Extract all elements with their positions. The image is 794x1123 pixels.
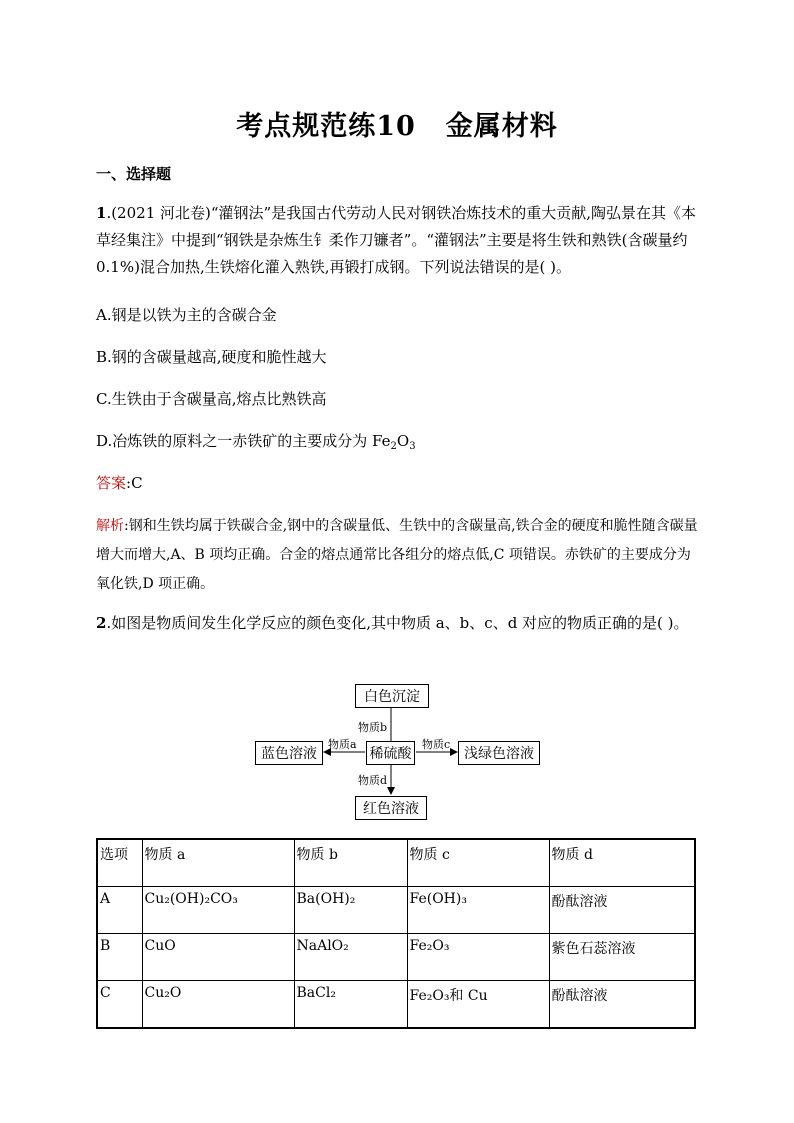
explanation xyxy=(96,512,702,599)
label-b: 物质b xyxy=(358,721,388,734)
answer-value: :C xyxy=(126,474,143,492)
table-header-row xyxy=(97,839,695,887)
table-cell: Fe₂O₃和 Cu xyxy=(407,981,549,1029)
table-cell: Cu₂(OH)₂CO₃ xyxy=(142,887,294,934)
box-left: 蓝色溶液 xyxy=(255,741,323,765)
header-cell: 物质 a xyxy=(142,839,294,887)
title-left: 考点规范练10 xyxy=(236,111,416,142)
explanation-text: :钢和生铁均属于铁碳合金,钢中的含碳量低、生铁中的含碳量高,铁合金的硬度和脆性随含碳量增大而增大,A、B 项均正确。合金的熔点通常比各组分的熔点低,C 项错误。赤铁矿的主要成分为氧化铁,D 项正确。 xyxy=(96,518,698,592)
question-text: .如图是物质间发生化学反应的颜色变化,其中物质 a、b、c、d 对应的物质正确的是( )。 xyxy=(106,614,689,632)
table-row xyxy=(97,887,695,934)
question-number: 1 xyxy=(96,204,107,222)
table-cell: A xyxy=(97,887,142,934)
box-top: 白色沉淀 xyxy=(355,684,429,708)
table-cell: Fe(OH)₃ xyxy=(407,887,549,934)
label-a: 物质a xyxy=(328,738,357,751)
table-row xyxy=(97,934,695,981)
table-cell: B xyxy=(97,934,142,981)
table-cell: 紫色石蕊溶液 xyxy=(549,934,695,981)
option-d-sub1: 2 xyxy=(390,441,397,452)
header-cell: 物质 c xyxy=(407,839,549,887)
table-cell: CuO xyxy=(142,934,294,981)
box-center: 稀硫酸 xyxy=(366,741,415,765)
option-b: B.钢的含碳量越高,硬度和脆性越大 xyxy=(96,348,327,366)
title-right: 金属材料 xyxy=(445,111,558,142)
option-d xyxy=(96,430,416,451)
table-cell: NaAlO₂ xyxy=(294,934,407,981)
explanation-label: 解析 xyxy=(96,518,124,534)
box-right: 浅绿色溶液 xyxy=(458,741,540,765)
label-c: 物质c xyxy=(422,738,451,751)
option-d-sub2: 3 xyxy=(409,441,416,452)
box-bottom: 红色溶液 xyxy=(355,796,427,820)
option-d-text: D.冶炼铁的原料之一赤铁矿的主要成分为 Fe xyxy=(96,432,391,450)
table-cell: C xyxy=(97,981,142,1029)
table-cell: 酚酞溶液 xyxy=(549,981,695,1029)
label-d: 物质d xyxy=(358,774,388,787)
table-cell: Ba(OH)₂ xyxy=(294,887,407,934)
options-table xyxy=(96,838,696,1029)
table-cell: BaCl₂ xyxy=(294,981,407,1029)
question-text: .(2021 河北卷)“灌钢法”是我国古代劳动人民对钢铁冶炼技术的重大贡献,陶弘景在其《本草经集注》中提到“钢铁是杂炼生钅柔作刀镰者”。“灌钢法”主要是将生铁和熟铁(含碳量约 0.1%)混合加热,生铁熔化灌入熟铁,再锻打成钢。下列说法错误的是( )。 xyxy=(96,204,696,276)
answer-label: 答案 xyxy=(96,474,127,492)
question-1 xyxy=(96,200,706,281)
option-c: C.生铁由于含碳量高,熔点比熟铁高 xyxy=(96,390,327,408)
answer xyxy=(96,472,143,493)
section-heading: 一、选择题 xyxy=(96,165,172,183)
question-2 xyxy=(96,610,706,637)
table-cell: Cu₂O xyxy=(142,981,294,1029)
page-title xyxy=(0,104,794,143)
question-number: 2 xyxy=(96,614,107,632)
option-d-mid: O xyxy=(396,432,410,450)
header-cell: 物质 d xyxy=(549,839,695,887)
table-cell: Fe₂O₃ xyxy=(407,934,549,981)
header-cell: 选项 xyxy=(97,839,142,887)
table-cell: 酚酞溶液 xyxy=(549,887,695,934)
header-cell: 物质 b xyxy=(294,839,407,887)
option-a: A.钢是以铁为主的含碳合金 xyxy=(96,306,277,324)
table-row xyxy=(97,981,695,1029)
